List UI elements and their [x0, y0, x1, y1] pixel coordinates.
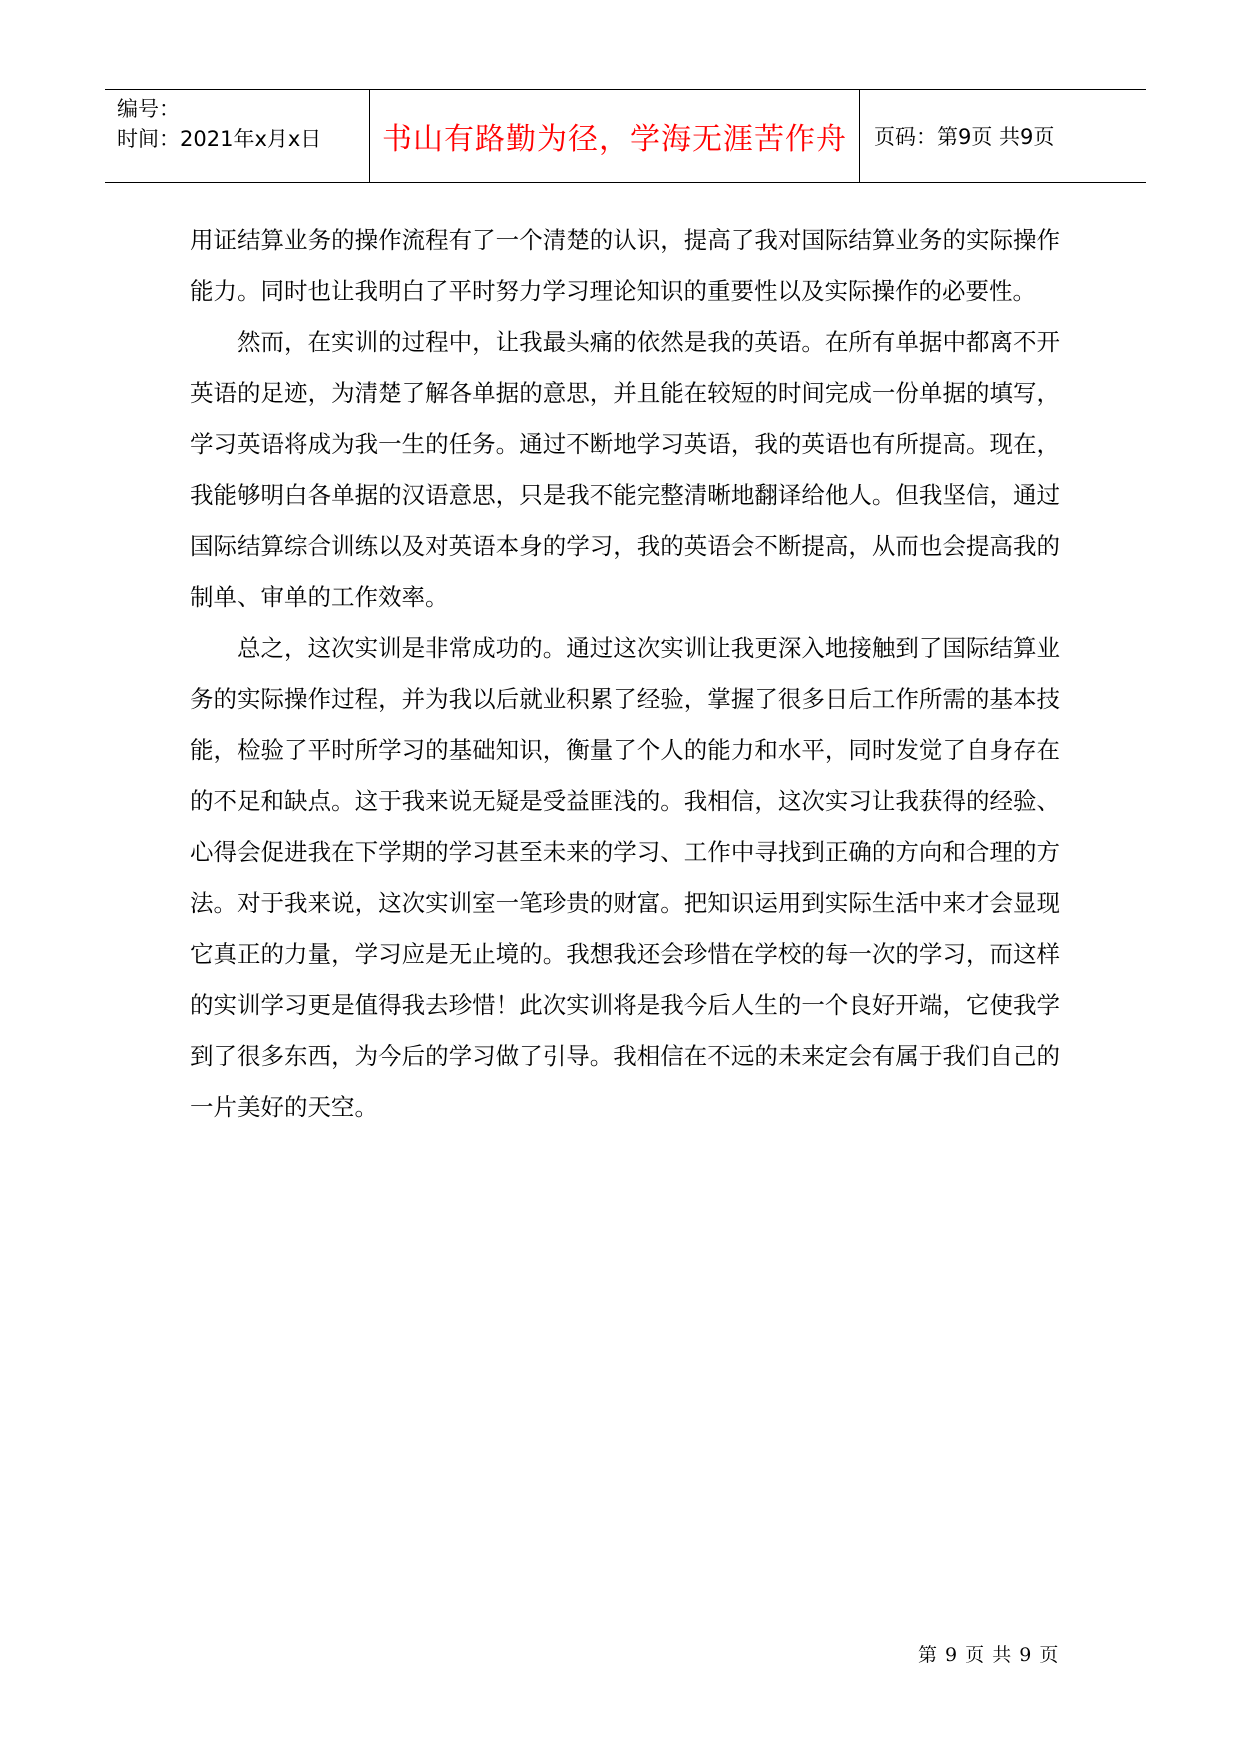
document-date-label: 时间：2021年x月x日 — [117, 127, 322, 151]
paragraph-3: 总之，这次实训是非常成功的。通过这次实训让我更深入地接触到了国际结算业务的实际操作过程，并为我以后就业积累了经验，掌握了很多日后工作所需的基本技能，检验了平时所学习的基础知识，衡量了个人的能力和水平，同时发觉了自身存在的不足和缺点。这于我来说无疑是受益匪浅的。我相信，这次实习让我获得的经验、心得会促进我在下学期的学习甚至未来的学习、工作中寻找到正确的方向和合理的方法。对于我来说，这次实训室一笔珍贵的财富。把知识运用到实际生活中来才会显现它真正的力量，学习应是无止境的。我想我还会珍惜在学校的每一次的学习，而这样的实训学习更是值得我去珍惜！此次实训将是我今后人生的一个良好开端，它使我学到了很多东西，为今后的学习做了引导。我相信在不远的未来定会有属于我们自己的一片美好的天空。 — [190, 634, 1060, 1121]
document-number-label: 编号： — [117, 97, 180, 121]
paragraph-1: 用证结算业务的操作流程有了一个清楚的认识，提高了我对国际结算业务的实际操作能力。同时也让我明白了平时努力学习理论知识的重要性以及实际操作的必要性。 — [190, 226, 1060, 305]
header-info-cell — [105, 90, 370, 182]
paragraph-2: 然而，在实训的过程中，让我最头痛的依然是我的英语。在所有单据中都离不开英语的足迹，为清楚了解各单据的意思，并且能在较短的时间完成一份单据的填写，学习英语将成为我一生的任务。通过不断地学习英语，我的英语也有所提高。现在，我能够明白各单据的汉语意思，只是我不能完整清晰地翻译给他人。但我坚信，通过国际结算综合训练以及对英语本身的学习，我的英语会不断提高，从而也会提高我的制单、审单的工作效率。 — [190, 328, 1060, 611]
header-motto: 书山有路勤为径，学海无涯苦作舟 — [370, 90, 860, 182]
document-body — [190, 215, 1060, 1133]
page-footer: 第 9 页 共 9 页 — [918, 1644, 1060, 1666]
header-page-number: 页码：第9页 共9页 — [874, 125, 1055, 149]
header-table — [105, 89, 1146, 183]
